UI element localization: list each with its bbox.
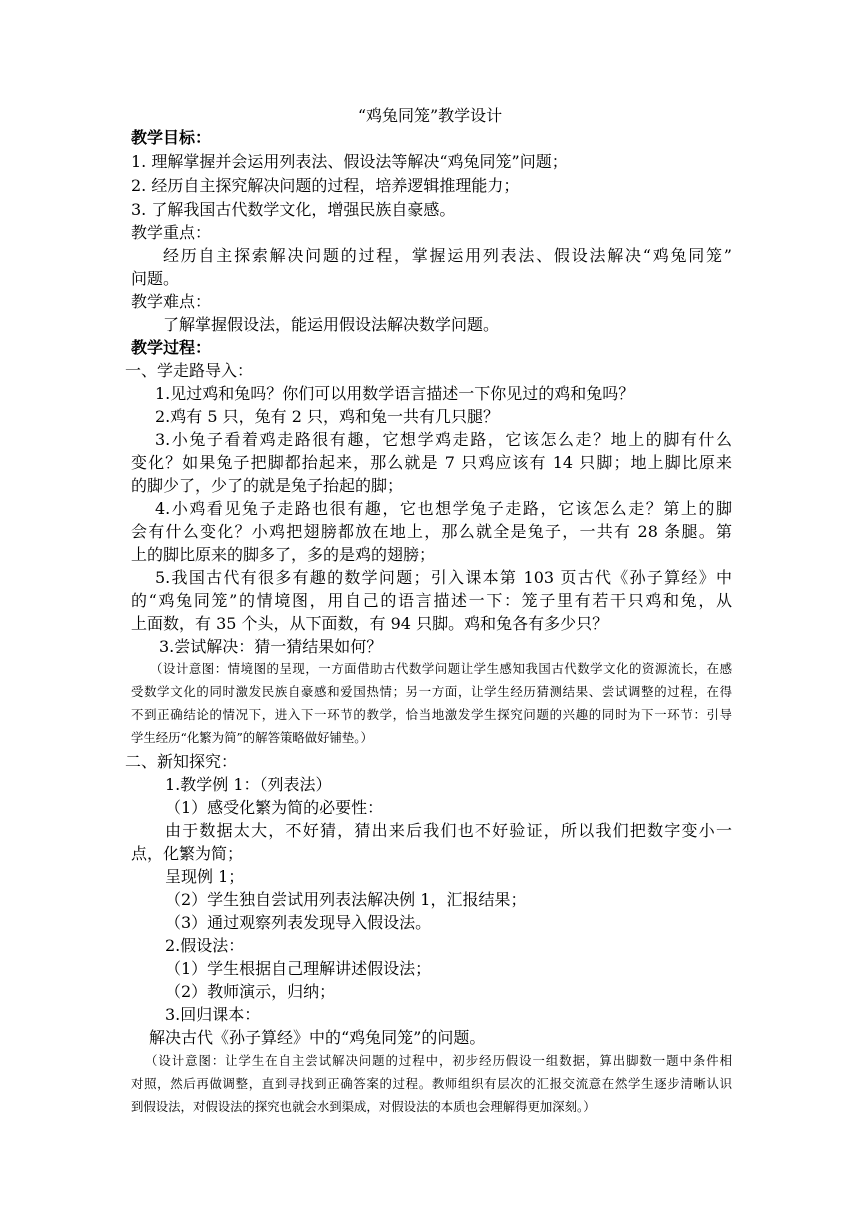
key-heading: 教学重点： — [131, 223, 212, 242]
section1-line: 2.鸡有 5 只，兔有 2 只，鸡和兔一共有几只腿？ — [155, 407, 499, 426]
design-note-2-line: 对照，然后再做调整，直到寻找到正确答案的过程。教师组织有层次的汇报交流意在然学生逐步清晰认识 — [131, 1076, 732, 1091]
design-note-1-line: （设计意图：情境图的呈现，一方面借助古代数学问题让学生感知我国古代数学文化的资源流长，在感 — [150, 661, 732, 676]
section2-line: （1）感受化繁为简的必要性： — [165, 798, 384, 817]
section2-line: （2）教师演示，归纳； — [165, 982, 336, 1001]
section2-line: 点，化繁为简； — [131, 844, 244, 863]
difficulty-line: 了解掌握假设法，能运用假设法解决数学问题。 — [163, 315, 500, 334]
section1-line: 1.见过鸡和兔吗？你们可以用数学语言描述一下你见过的鸡和兔吗？ — [155, 384, 635, 403]
section2-line: （1）学生根据自己理解讲述假设法； — [165, 959, 432, 978]
design-note-2-line: （设计意图：让学生在自主尝试解决问题的过程中，初步经历假设一组数据，算出脚数一题中条件相 — [145, 1053, 732, 1068]
process-heading: 教学过程： — [131, 338, 212, 357]
goal-item-3: 3. 了解我国古代数学文化，增强民族自豪感。 — [131, 200, 456, 219]
key-line-1: 经历自主探索解决问题的过程，掌握运用列表法、假设法解决“鸡兔同笼” — [163, 246, 732, 265]
key-line-2: 问题。 — [131, 269, 180, 288]
design-note-2-line: 到假设法，对假设法的探究也就会水到渠成，对假设法的本质也会理解得更加深刻。） — [131, 1099, 596, 1114]
section2-line: 解决古代《孙子算经》中的“鸡兔同笼”的问题。 — [149, 1028, 486, 1047]
section1-line: 3.小兔子看着鸡走路很有趣，它想学鸡走路，它该怎么走？地上的脚有什么 — [155, 430, 732, 449]
document-title: “鸡兔同笼”教学设计 — [357, 106, 503, 125]
section1-line: 变化？如果兔子把脚都抬起来，那么就是 7 只鸡应该有 14 只脚；地上脚比原来 — [131, 453, 732, 472]
section2-line: （2）学生独自尝试用列表法解决例 1，汇报结果； — [165, 890, 527, 909]
section2-heading: 二、新知探究： — [125, 752, 238, 771]
section1-line: 的脚少了，少了的就是兔子抬起的脚； — [131, 476, 404, 495]
section1-line: 上面数，有 35 个头，从下面数，有 94 只脚。鸡和兔各有多少只？ — [131, 614, 609, 633]
section1-line: 的“鸡兔同笼”的情境图，用自己的语言描述一下：笼子里有若干只鸡和兔，从 — [131, 591, 732, 610]
section1-line: 会有什么变化？小鸡把翅膀都放在地上，那么就全是兔子，一共有 28 条腿。第 — [131, 522, 732, 541]
section1-heading: 一、学走路导入： — [125, 361, 254, 380]
section2-line: 2.假设法： — [165, 936, 245, 955]
section1-line: 4.小鸡看见兔子走路也很有趣，它也想学兔子走路，它该怎么走？第上的脚 — [155, 499, 732, 518]
section1-line: 5.我国古代有很多有趣的数学问题；引入课本第 103 页古代《孙子算经》中 — [155, 568, 732, 587]
section2-line: 1.教学例 1：（列表法） — [165, 775, 332, 794]
goal-item-2: 2. 经历自主探究解决问题的过程，培养逻辑推理能力； — [131, 176, 520, 195]
section2-line: 呈现例 1； — [165, 867, 245, 886]
section2-line: 由于数据太大，不好猜，猜出来后我们也不好验证，所以我们把数字变小一 — [165, 821, 732, 840]
difficulty-heading: 教学难点： — [131, 292, 212, 311]
section1-line: 3.尝试解决：猜一猜结果如何？ — [159, 637, 383, 656]
section2-line: 3.回归课本： — [165, 1005, 261, 1024]
section1-line: 上的脚比原来的脚多了，多的是鸡的翅膀； — [131, 545, 436, 564]
design-note-1-line: 学生经历“化繁为简”的解答策略做好铺垫。） — [131, 730, 373, 745]
goal-heading: 教学目标： — [131, 128, 212, 147]
section2-line: （3）通过观察列表发现导入假设法。 — [165, 913, 432, 932]
design-note-1-line: 不到正确结论的情况下，进入下一环节的教学，恰当地激发学生探究问题的兴趣的同时为下一环节：引导 — [131, 707, 732, 722]
design-note-1-line: 受数学文化的同时激发民族自豪感和爱国热情；另一方面，让学生经历猜测结果、尝试调整的过程，在得 — [131, 684, 732, 699]
goal-item-1: 1. 理解掌握并会运用列表法、假设法等解决“鸡兔同笼”问题； — [131, 152, 568, 171]
